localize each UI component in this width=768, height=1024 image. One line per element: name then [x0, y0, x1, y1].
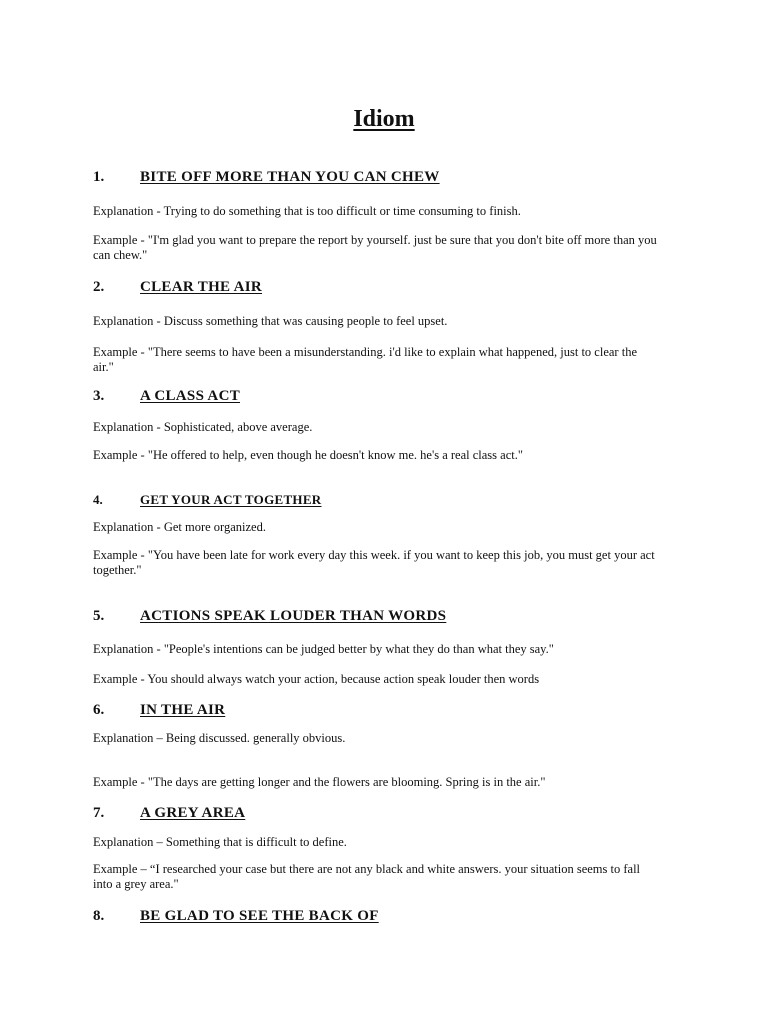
idiom-4-heading: GET YOUR ACT TOGETHER — [140, 492, 322, 507]
idiom-2-example-line-2: air." — [93, 360, 114, 374]
idiom-1-example-line-2: can chew." — [93, 248, 148, 262]
idiom-4-explanation: Explanation - Get more organized. — [93, 520, 266, 534]
idiom-6-example-line-1: Example - "The days are getting longer and the flowers are blooming. Spring is in the air." — [93, 775, 546, 789]
idiom-7-heading: A GREY AREA — [140, 805, 246, 821]
idiom-2-number: 2. — [93, 279, 105, 295]
idiom-3-example-line-1: Example - "He offered to help, even though he doesn't know me. he's a real class act." — [93, 448, 523, 462]
idiom-5-example-line-1: Example - You should always watch your action, because action speak louder then words — [93, 672, 540, 686]
idiom-5-number: 5. — [93, 608, 105, 624]
idiom-4-example-line-1: Example - "You have been late for work every day this week. if you want to keep this job, you must get your act — [93, 548, 655, 562]
idiom-3-heading: A CLASS ACT — [140, 388, 241, 404]
idiom-7-example-line-2: into a grey area." — [93, 877, 179, 891]
idiom-7-explanation: Explanation – Something that is difficult to define. — [93, 835, 347, 849]
idiom-5-heading: ACTIONS SPEAK LOUDER THAN WORDS — [140, 608, 447, 624]
idiom-1-explanation: Explanation - Trying to do something that is too difficult or time consuming to finish. — [93, 204, 521, 218]
idiom-7-example-line-1: Example – “I researched your case but there are not any black and white answers. your situation seems to fall — [93, 862, 641, 876]
idiom-1-number: 1. — [93, 169, 105, 185]
idiom-1-example-line-1: Example - "I'm glad you want to prepare the report by yourself. just be sure that you don't bite off more than you — [93, 233, 657, 247]
idiom-2-heading: CLEAR THE AIR — [140, 279, 262, 295]
idiom-6-explanation: Explanation – Being discussed. generally obvious. — [93, 731, 346, 745]
idiom-6-number: 6. — [93, 702, 105, 718]
page-title: Idiom — [353, 106, 415, 132]
idiom-4-number: 4. — [93, 492, 103, 507]
idiom-2-explanation: Explanation - Discuss something that was causing people to feel upset. — [93, 314, 448, 328]
idiom-3-number: 3. — [93, 388, 105, 404]
idiom-6-heading: IN THE AIR — [140, 702, 226, 718]
idiom-3-explanation: Explanation - Sophisticated, above average. — [93, 420, 313, 434]
idiom-7-number: 7. — [93, 805, 105, 821]
idiom-5-explanation: Explanation - "People's intentions can be judged better by what they do than what they say." — [93, 642, 554, 656]
idiom-2-example-line-1: Example - "There seems to have been a misunderstanding. i'd like to explain what happened, just to clear the — [93, 345, 637, 359]
idiom-4-example-line-2: together." — [93, 563, 142, 577]
idiom-8-heading: BE GLAD TO SEE THE BACK OF — [140, 908, 379, 924]
idiom-8-number: 8. — [93, 908, 105, 924]
idiom-1-heading: BITE OFF MORE THAN YOU CAN CHEW — [140, 169, 440, 185]
